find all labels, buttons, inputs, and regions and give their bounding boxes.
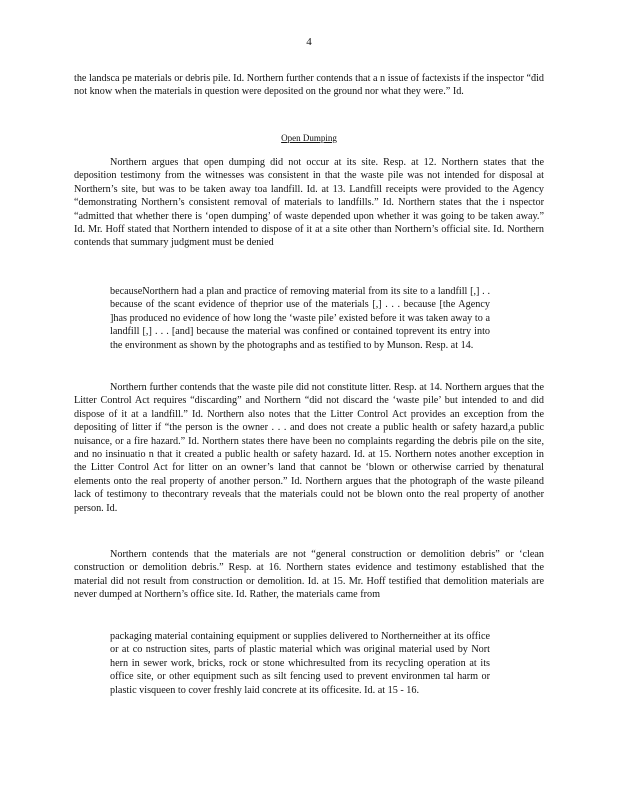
block-quote-2: packaging material containing equipment or supplies delivered to Northerneither at its office or at co nstruction sites, parts of plastic material which was original material used by Nort hern in sewer work, bricks, rock or stone whichresulted from its recycling operation at its office site, or other equipment such as silt fencing used to prevent environmen tal harm or plastic visqueen to cover freshly laid concrete at its officesite. Id. at 15 - 16. (110, 631, 490, 696)
paragraph-open-dumping: Northern argues that open dumping did not occur at its site. Resp. at 12. Northern states that the deposition testimony from the witnesses was consistent in that the waste pile was not intended for disposal at Northern’s site, but was to be taken away toa landfill. Id. at 13. Landfill receipts were provided to the Agency “demonstrating Northern’s consistent removal of materials to landfills.” Id. Northern states that the i nspector “admitted that whether there is ‘open dumping’ of waste depended upon whether it was going to be taken away.” Id. Mr. Hoff stated that Northern intended to dispose of it at a site other than Northern’s official site. Id. Northern contends that summary judgment must be denied (74, 157, 544, 249)
section-heading (0, 132, 618, 145)
paragraph-continuation: the landsca pe materials or debris pile. Id. Northern further contends that a n issue of factexists if the inspector “đid not know when the materials in question were deposited on the ground nor what they were.” Id. (74, 73, 544, 98)
section-heading-text: Open Dumping (281, 133, 337, 143)
page-number: 4 (306, 36, 312, 48)
paragraph-debris: Northern contends that the materials are not “general construction or demolition debris” or ‘clean construction or demolition debris.” Resp. at 16. Northern states evidence and testimony established that the material did not result from construction or demolition. Id. at 15. Mr. Hoff testified that demolition materials are never dumped at Northern’s office site. Id. Rather, the materials came from (74, 549, 544, 601)
paragraph-litter: Northern further contends that the waste pile did not constitute litter. Resp. at 14. Northern argues that the Litter Control Act requires “discarding” and Northern “did not discard the ‘waste pile’ but intended to and did dispose of it at a landfill.” Id. Northern also notes that the Litter Control Act provides an exception from the depositing of litter if “the person is the owner . . . and does not create a public health or safety hazard,a public nuisance, or a fire hazard.” Id. Northern states there have been no complaints regarding the debris pile on the site, and no insinuatio n that it created a public health or safety hazard. Id. at 15. Northern notes another exception in the Litter Control Act for litter on an owner’s land that cannot be ‘blown or otherwise carried by thenatural elements onto the real property of another person.” Id. Northern argues that the photograph of the waste pileand lack of testimony to thecontrary reveals that the materials could not be blown onto the real property of another person. Id. (74, 382, 544, 514)
block-quote-1: becauseNorthern had a plan and practice of removing material from its site to a landfill [,] . . because of the scant evidence of theprior use of the materials [,] . . . because [the Agency ]has produced no evidence of how long the ‘waste pile’ existed before it was taken away to a landfill [,] . . . [and] because the material was confined or contained toprevent its entry into the environment as shown by the photographs and as testified to by Munson. Resp. at 14. (110, 286, 490, 351)
